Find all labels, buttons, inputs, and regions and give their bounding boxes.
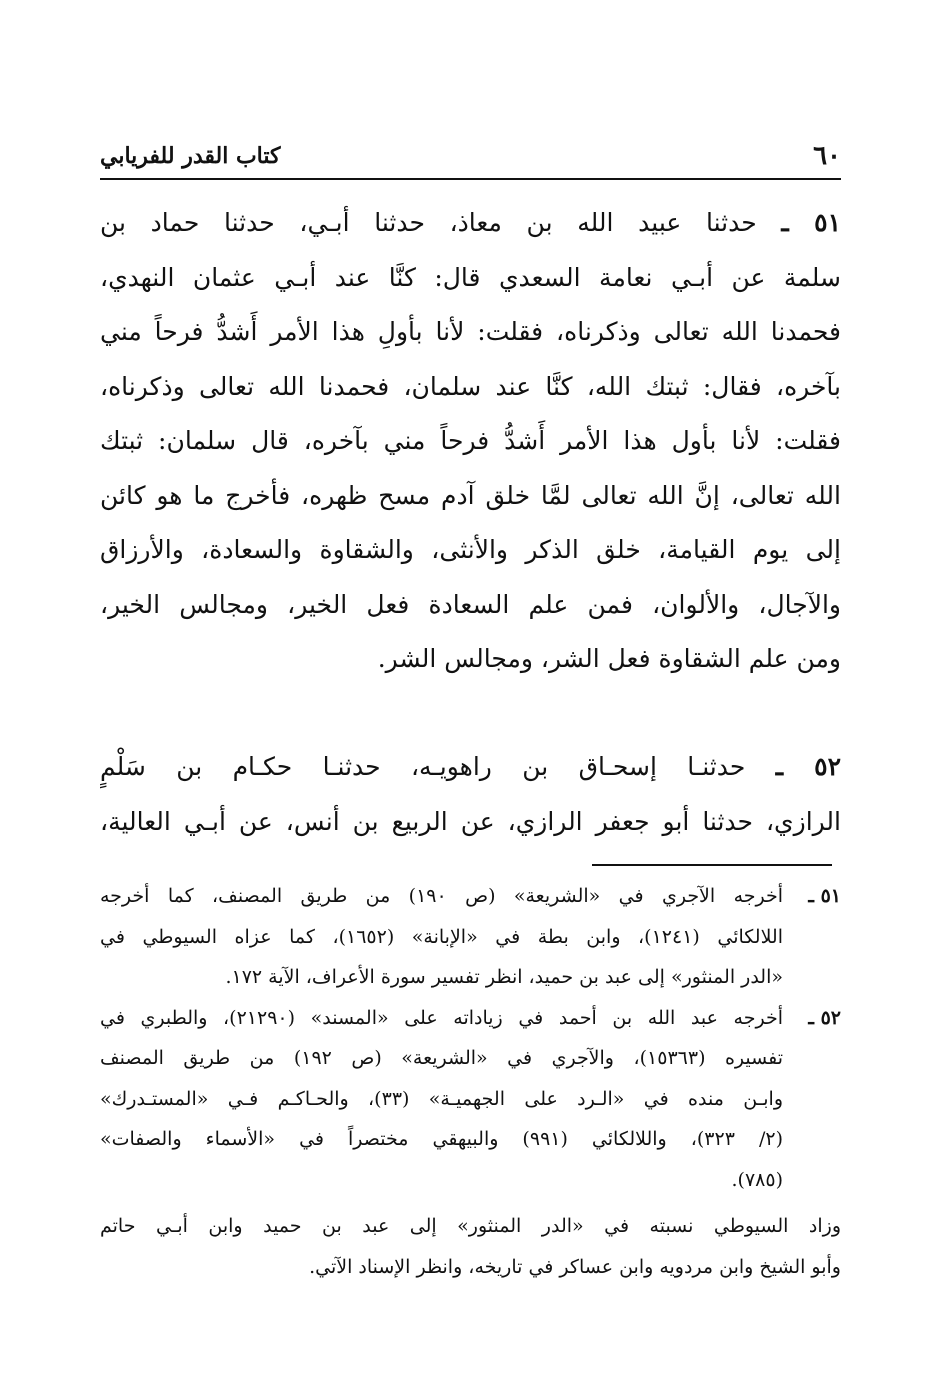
hadith-number: ٥١ ـ <box>781 208 841 237</box>
footnote-line: (٧٨٥). <box>731 1168 783 1191</box>
footnote-51 <box>100 876 841 998</box>
footnote-number: ٥٢ ـ <box>808 1006 841 1029</box>
footnote-52 <box>100 998 841 1201</box>
text-line: إلى يوم القيامة، خلق الذكر والأنثى، والشقاوة والسعادة، والأرزاق <box>100 535 841 564</box>
text-line: بآخره، فقال: ثبتك الله، كنَّا عند سلمان، فحمدنا الله تعالى وذكرناه، <box>100 371 841 401</box>
running-title: كتاب القدر للفريابي <box>100 143 281 169</box>
footnote-body <box>100 998 783 1201</box>
page-header <box>100 138 841 174</box>
footnote-line: أخرجه عبد الله بن أحمد في زياداته على «المسند» (٢١٢٩٠)، والطبري في <box>100 1006 783 1029</box>
footnote-line: وأبو الشيخ وابن مردويه وابن عساكر في تاريخه، وانظر الإسناد الآتي. <box>309 1255 841 1278</box>
footnote-line: أخرجه الآجري في «الشريعة» (ص ١٩٠) من طريق المصنف، كما أخرجه <box>100 885 783 907</box>
text-line: الله تعالى، إنَّ الله تعالى لمَّا خلق آدم مسح ظهره، فأخرج ما هو كائن <box>100 480 841 510</box>
text-line: ومن علم الشقاوة فعل الشر، ومجالس الشر. <box>377 644 841 673</box>
footnote-line: اللالكائي (١٢٤١)، وابن بطة في «الإبانة» (١٦٥٢)، كما عزاه السيوطي في <box>100 925 783 948</box>
footnote-line: وزاد السيوطي نسبته في «الدر المنثور» إلى عبد بن حميد وابن أبـي حاتم <box>100 1215 841 1237</box>
header-rule <box>100 178 841 180</box>
text-line: الرازي، حدثنا أبو جعفر الرازي، عن الربيع بن أنس، عن أبـي العالية، <box>100 806 841 836</box>
text-line: ٥١ ـ حدثنا عبيد الله بن معاذ، حدثنا أبـي، حدثنا حماد بن <box>100 208 841 237</box>
footnote-line: «الدر المنثور» إلى عبد بن حميد، انظر تفسير سورة الأعراف، الآية ١٧٢. <box>225 966 783 988</box>
footnote-body <box>100 876 783 998</box>
hadith-52 <box>100 740 841 849</box>
text-line: سلمة عن أبـي نعامة السعدي قال: كنَّا عند أبـي عثمان النهدي، <box>100 262 841 292</box>
text-line: فقلت: لأنا بأول هذا الأمر أَشدُّ فرحاً مني بآخره، قال سلمان: ثبتك <box>100 426 841 455</box>
footnote-number: ٥١ ـ <box>808 885 841 907</box>
hadith-number: ٥٢ ـ <box>775 752 841 781</box>
footnote-line: تفسيره (١٥٣٦٣)، والآجري في «الشريعة» (ص ١٩٢) من طريق المصنف <box>100 1047 783 1069</box>
page-number: ٦٠ <box>813 141 841 171</box>
footnotes <box>100 876 841 1287</box>
footnote-line: (٢/ ٣٢٣)، واللالكائي (٩٩١) والبيهقي مختصراً في «الأسماء والصفات» <box>100 1128 783 1150</box>
footnote-rule <box>592 864 832 866</box>
hadith-51 <box>100 196 841 687</box>
text-line: والآجال، والألوان، فمن علم السعادة فعل الخير، ومجالس الخير، <box>100 589 841 619</box>
text-line: فحمدنا الله تعالى وذكرناه، فقلت: لأنا بأولِ هذا الأمر أَشدُّ فرحاً مني <box>100 317 841 346</box>
footnote-52-continuation <box>100 1206 841 1287</box>
text-line: ٥٢ ـ حدثنـا إسحـاق بن راهويـه، حدثنـا حكـام بن سَلْمٍ <box>100 752 841 781</box>
footnote-line: وابـن منده في «الـرد على الجهميـة» (٣٣)، والحـاكـم فـي «المستـدرك» <box>100 1087 783 1110</box>
